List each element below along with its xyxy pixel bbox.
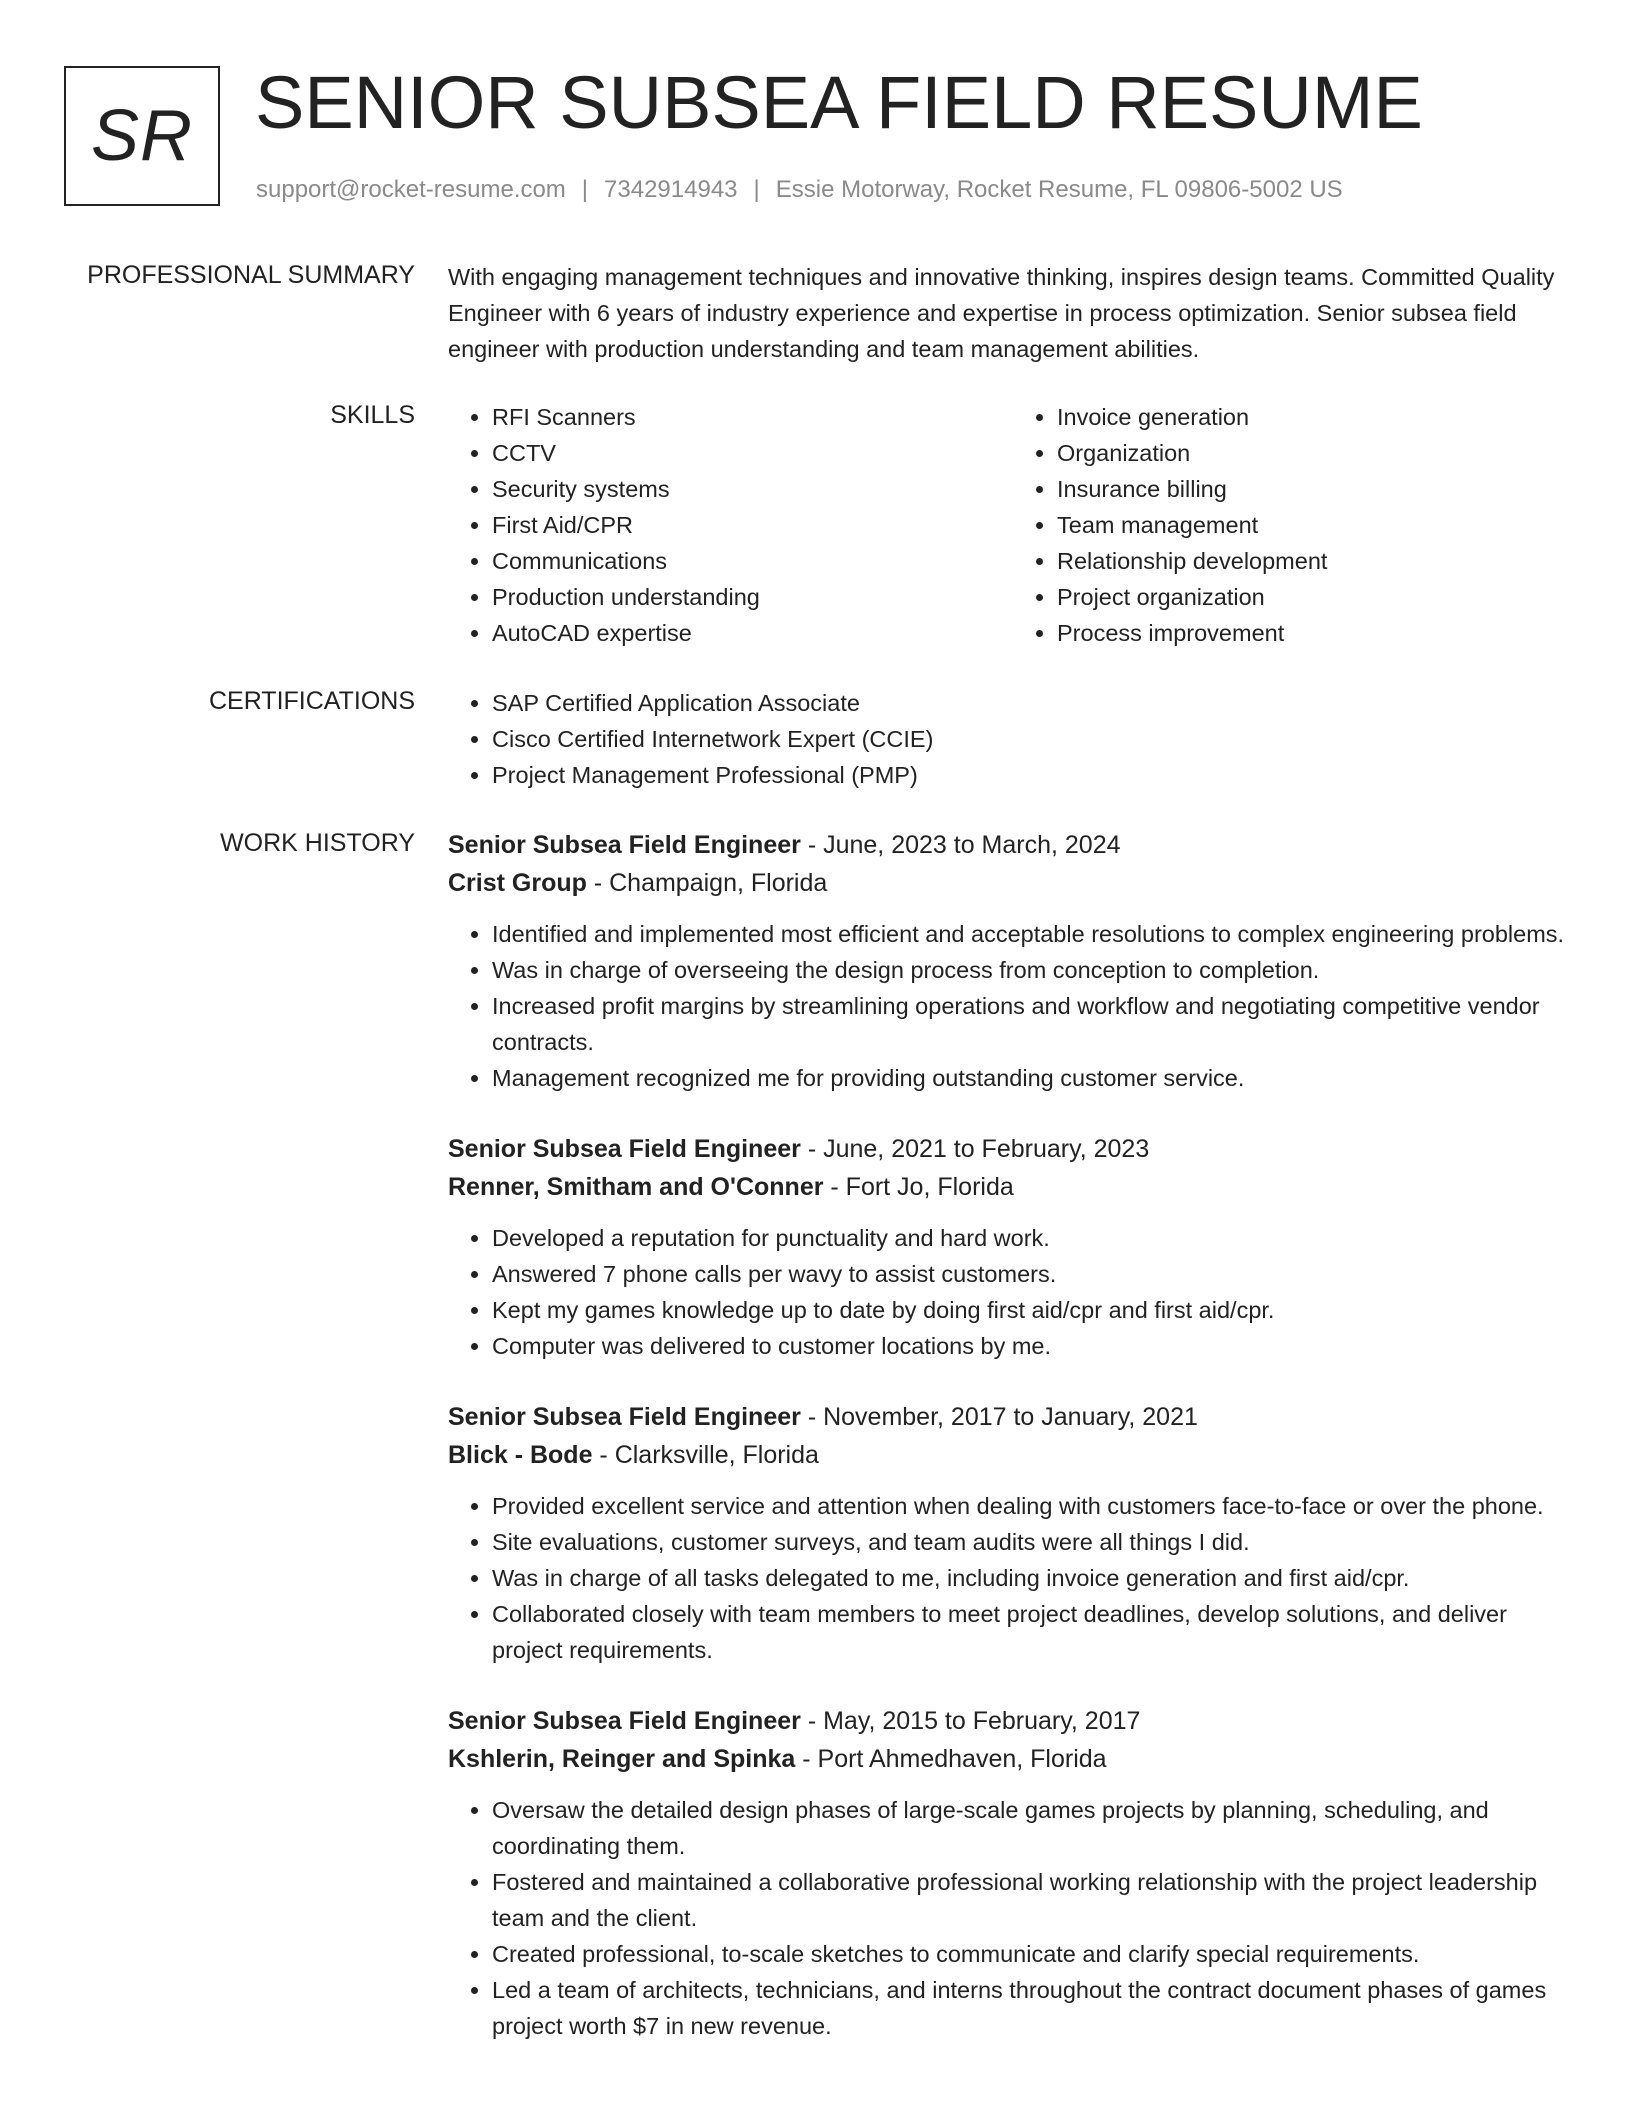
skills-label: SKILLS: [330, 401, 415, 429]
job-company-line: [448, 1168, 1578, 1206]
job-company-line: [448, 864, 1578, 902]
job-title: Senior Subsea Field Engineer: [448, 1403, 801, 1431]
job-bullet: • Management recognized me for providing outstanding customer service.: [492, 1060, 1578, 1096]
job-title: Senior Subsea Field Engineer: [448, 1707, 801, 1735]
job-title-line: [448, 826, 1578, 864]
job-bullet: • Computer was delivered to customer locations by me.: [492, 1328, 1578, 1364]
job-bullet: • Provided excellent service and attention when dealing with customers face-to-face or over the phone.: [492, 1488, 1578, 1524]
skill-item: • RFI Scanners: [492, 399, 1013, 435]
skills-body: [448, 399, 1578, 651]
job-title: Senior Subsea Field Engineer: [448, 1135, 801, 1163]
summary-label: PROFESSIONAL SUMMARY: [87, 261, 415, 289]
certification-item: • SAP Certified Application Associate: [492, 685, 1578, 721]
job-bullets: [448, 916, 1578, 1096]
certifications-label: CERTIFICATIONS: [208, 687, 415, 715]
job-entry: [448, 1702, 1578, 2044]
contact-address: Essie Motorway, Rocket Resume, FL 09806-5002 US: [775, 176, 1343, 203]
job-dates: - June, 2023 to March, 2024: [800, 831, 1121, 859]
job-dates: - May, 2015 to February, 2017: [800, 1707, 1141, 1735]
skill-item: • Communications: [492, 543, 1013, 579]
skill-item: • Organization: [1057, 435, 1578, 471]
job-bullet: • Kept my games knowledge up to date by doing first aid/cpr and first aid/cpr.: [492, 1292, 1578, 1328]
skills-list-right: [1013, 399, 1578, 651]
job-title-line: [448, 1130, 1578, 1168]
skill-item: • Insurance billing: [1057, 471, 1578, 507]
job-bullet: • Identified and implemented most efficient and acceptable resolutions to complex engineering problems.: [492, 916, 1578, 952]
skill-item: • CCTV: [492, 435, 1013, 471]
skill-item: • Security systems: [492, 471, 1013, 507]
skill-item: • Process improvement: [1057, 615, 1578, 651]
job-company: Crist Group: [448, 869, 587, 897]
job-bullet: • Answered 7 phone calls per wavy to assist customers.: [492, 1256, 1578, 1292]
job-bullets: [448, 1220, 1578, 1364]
certifications-list: [448, 685, 1578, 793]
job-entry: [448, 826, 1578, 1096]
job-title-line: [448, 1398, 1578, 1436]
job-company-line: [448, 1740, 1578, 1778]
job-entry: [448, 1130, 1578, 1364]
job-bullet: • Was in charge of all tasks delegated to me, including invoice generation and first aid/cpr.: [492, 1560, 1578, 1596]
job-company: Renner, Smitham and O'Conner: [448, 1173, 824, 1201]
job-bullet: • Site evaluations, customer surveys, and team audits were all things I did.: [492, 1524, 1578, 1560]
job-title-line: [448, 1702, 1578, 1740]
resume-title: SENIOR SUBSEA FIELD RESUME: [255, 61, 1423, 144]
contact-separator: |: [581, 176, 589, 203]
contact-email: support@rocket-resume.com: [256, 176, 566, 203]
job-bullet: • Was in charge of overseeing the design process from conception to completion.: [492, 952, 1578, 988]
job-bullet: • Developed a reputation for punctuality and hard work.: [492, 1220, 1578, 1256]
job-company: Kshlerin, Reinger and Spinka: [448, 1745, 796, 1773]
job-location: - Fort Jo, Florida: [823, 1173, 1014, 1201]
work-body: [448, 826, 1578, 2078]
job-location: - Champaign, Florida: [586, 869, 828, 897]
job-bullet: • Fostered and maintained a collaborative professional working relationship with the project leadership team and the client.: [492, 1864, 1578, 1936]
job-bullets: [448, 1792, 1578, 2044]
contact-separator: |: [753, 176, 760, 203]
monogram-box: [64, 66, 220, 206]
summary-text: With engaging management techniques and innovative thinking, inspires design teams. Committed Quality Engineer with 6 years of industry experience and expertise in process optimization. Senior subsea field engineer with production understanding and team management abilities.: [448, 264, 1555, 362]
skill-item: • First Aid/CPR: [492, 507, 1013, 543]
job-bullet: • Led a team of architects, technicians, and interns throughout the contract document phases of games project worth $7 in new revenue.: [492, 1972, 1578, 2044]
skill-item: • Project organization: [1057, 579, 1578, 615]
job-bullets: [448, 1488, 1578, 1668]
skill-item: • Relationship development: [1057, 543, 1578, 579]
job-bullet: • Increased profit margins by streamlining operations and workflow and negotiating competitive vendor contracts.: [492, 988, 1578, 1060]
monogram-initials: SR: [90, 96, 194, 176]
contact-phone: 7342914943: [604, 176, 738, 203]
job-location: - Port Ahmedhaven, Florida: [795, 1745, 1107, 1773]
job-title: Senior Subsea Field Engineer: [448, 831, 801, 859]
skill-item: • Invoice generation: [1057, 399, 1578, 435]
job-dates: - November, 2017 to January, 2021: [800, 1403, 1198, 1431]
certification-item: • Cisco Certified Internetwork Expert (CCIE): [492, 721, 1578, 757]
skill-item: • Production understanding: [492, 579, 1013, 615]
certification-item: • Project Management Professional (PMP): [492, 757, 1578, 793]
work-label: WORK HISTORY: [220, 829, 415, 857]
job-dates: - June, 2021 to February, 2023: [800, 1135, 1150, 1163]
job-bullet: • Created professional, to-scale sketches to communicate and clarify special requirements.: [492, 1936, 1578, 1972]
skills-list-left: [448, 399, 1013, 651]
job-bullet: • Collaborated closely with team members to meet project deadlines, develop solutions, and deliver project requirements.: [492, 1596, 1578, 1668]
contact-line: [256, 174, 1343, 206]
job-location: - Clarksville, Florida: [592, 1441, 819, 1469]
certifications-body: [448, 685, 1578, 793]
job-bullet: • Oversaw the detailed design phases of large-scale games projects by planning, scheduling, and coordinating them.: [492, 1792, 1578, 1864]
skill-item: • AutoCAD expertise: [492, 615, 1013, 651]
job-entry: [448, 1398, 1578, 1668]
skill-item: • Team management: [1057, 507, 1578, 543]
job-company: Blick - Bode: [448, 1441, 593, 1469]
job-company-line: [448, 1436, 1578, 1474]
